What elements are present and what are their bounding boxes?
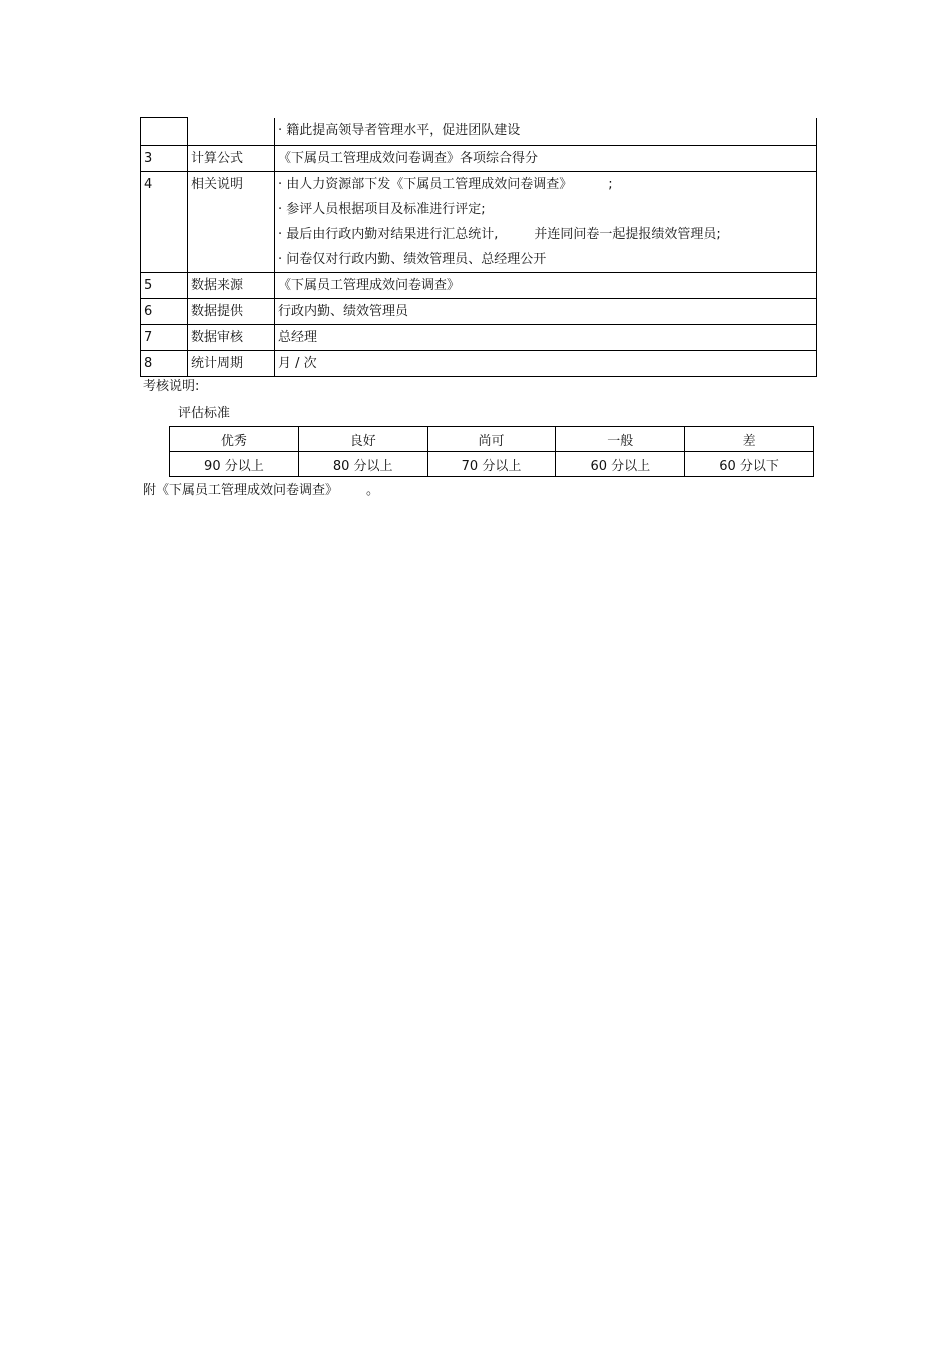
grade-header: 尚可 bbox=[427, 427, 556, 452]
content-line: 《下属员工管理成效问卷调查》 bbox=[278, 278, 461, 293]
content-line: · 籍此提高领导者管理水平，促进团队建设 bbox=[278, 122, 521, 138]
grade-value: 60 分以下 bbox=[685, 452, 814, 477]
row-number: 6 bbox=[141, 299, 188, 325]
row-number: 8 bbox=[141, 351, 188, 377]
table-row bbox=[141, 325, 817, 351]
row-number: 5 bbox=[141, 273, 188, 299]
attachment-note bbox=[143, 481, 379, 501]
content-line: · 问卷仅对行政内勤、绩效管理员、总经理公开 bbox=[278, 252, 547, 267]
row-number: 7 bbox=[141, 325, 188, 351]
row-label: 计算公式 bbox=[188, 146, 275, 172]
grade-value: 70 分以上 bbox=[427, 452, 556, 477]
grade-header: 一般 bbox=[556, 427, 685, 452]
grade-value: 60 分以上 bbox=[556, 452, 685, 477]
content-line-text: · 由人力资源部下发《下属员工管理成效问卷调查》 bbox=[278, 177, 573, 192]
row-content bbox=[275, 299, 817, 325]
row-number: 4 bbox=[141, 172, 188, 273]
grade-header-row bbox=[170, 427, 814, 452]
table-row bbox=[141, 146, 817, 172]
row-content bbox=[275, 146, 817, 172]
content-line: 总经理 bbox=[278, 330, 318, 345]
row-content bbox=[275, 118, 817, 146]
table-row bbox=[141, 299, 817, 325]
grade-value: 80 分以上 bbox=[298, 452, 427, 477]
row-number bbox=[141, 118, 188, 146]
table-row bbox=[141, 273, 817, 299]
grade-header: 优秀 bbox=[170, 427, 299, 452]
row-label: 数据来源 bbox=[188, 273, 275, 299]
attachment-text: 附《下属员工管理成效问卷调查》 bbox=[143, 483, 339, 498]
grade-value: 90 分以上 bbox=[170, 452, 299, 477]
assessment-note-heading: 考核说明: bbox=[143, 379, 200, 394]
grade-header: 差 bbox=[685, 427, 814, 452]
row-content bbox=[275, 351, 817, 377]
content-line-text: · 最后由行政内勤对结果进行汇总统计, bbox=[278, 227, 499, 242]
row-content bbox=[275, 325, 817, 351]
grade-standard-table bbox=[169, 426, 814, 477]
content-line: 《下属员工管理成效问卷调查》各项综合得分 bbox=[278, 151, 539, 166]
row-content bbox=[275, 172, 817, 273]
table-row bbox=[141, 172, 817, 273]
content-line: 行政内勤、绩效管理员 bbox=[278, 304, 409, 319]
content-line bbox=[278, 172, 816, 197]
row-label: 统计周期 bbox=[188, 351, 275, 377]
row-label: 数据提供 bbox=[188, 299, 275, 325]
content-line-suffix: 并连同问卷一起提报绩效管理员; bbox=[534, 227, 721, 242]
kpi-definition-table bbox=[140, 117, 817, 377]
table-row bbox=[141, 118, 817, 146]
table-row bbox=[141, 351, 817, 377]
row-content bbox=[275, 273, 817, 299]
row-label: 相关说明 bbox=[188, 172, 275, 273]
row-label: 数据审核 bbox=[188, 325, 275, 351]
attachment-end: 。 bbox=[366, 483, 380, 498]
row-number: 3 bbox=[141, 146, 188, 172]
evaluation-standard-title: 评估标准 bbox=[178, 406, 231, 421]
grade-header: 良好 bbox=[298, 427, 427, 452]
content-line bbox=[278, 222, 816, 247]
content-line: · 参评人员根据项目及标准进行评定; bbox=[278, 202, 486, 217]
row-label bbox=[188, 118, 275, 146]
grade-value-row bbox=[170, 452, 814, 477]
content-line-suffix: ; bbox=[608, 177, 613, 192]
content-line: 月 / 次 bbox=[278, 356, 317, 371]
